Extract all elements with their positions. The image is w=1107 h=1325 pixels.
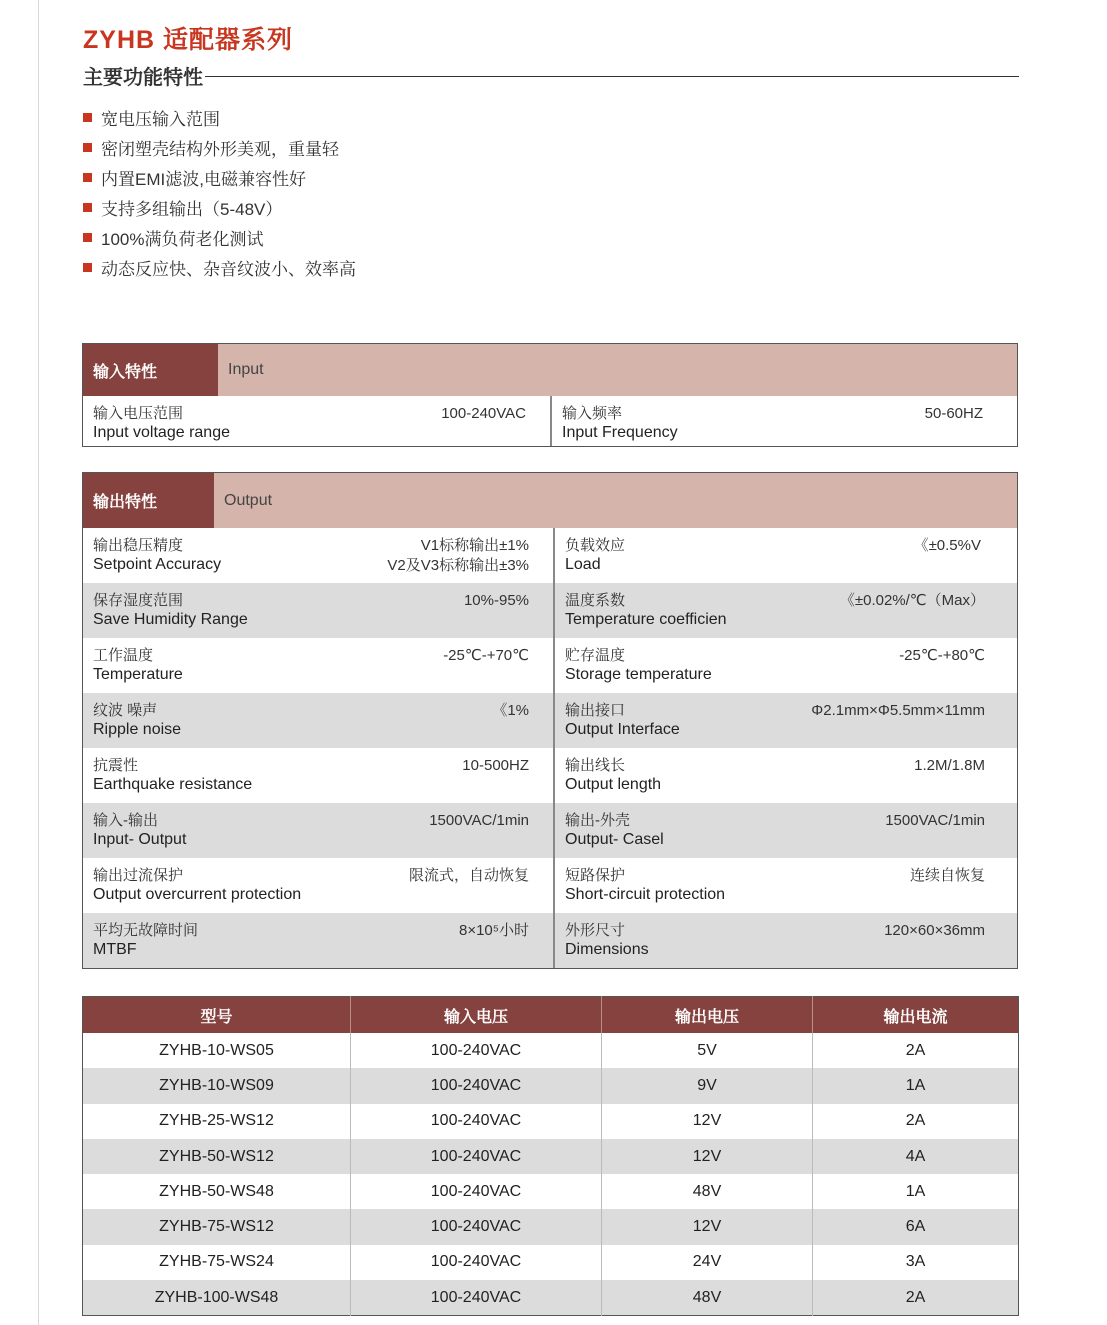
spec-value: 《1% <box>492 702 529 719</box>
spec-cell: 短路保护 Short-circuit protection 连续自恢复 <box>565 867 985 903</box>
feature-item: 动态反应快、杂音纹波小、效率高 <box>83 252 356 282</box>
spec-row <box>83 528 1017 583</box>
features-heading <box>83 61 1019 91</box>
table-header-row <box>83 997 1019 1034</box>
spec-value: 1500VAC/1min <box>429 812 529 829</box>
spec-value: 《±0.02%/℃（Max） <box>839 592 985 609</box>
spec-row <box>83 396 1017 446</box>
output-spec-section <box>82 472 1018 969</box>
input-section-title-cn: 输入特性 <box>83 344 218 396</box>
spec-value: V1标称输出±1% V2及V3标称输出±3% <box>387 537 529 574</box>
output-section-title-en: Output <box>224 491 273 509</box>
table-row: ZYHB-75-WS12 100-240VAC 12V 6A <box>83 1209 1019 1244</box>
table-row: ZYHB-100-WS48 100-240VAC 48V 2A <box>83 1280 1019 1316</box>
spec-cell: 输入电压范围 Input voltage range 100-240VAC <box>83 396 552 446</box>
table-row: ZYHB-25-WS12 100-240VAC 12V 2A <box>83 1104 1019 1139</box>
spec-value: 限流式，自动恢复 <box>408 867 529 884</box>
spec-value: 100-240VAC <box>441 405 526 422</box>
column-header-output-voltage: 输出电压 <box>602 997 813 1034</box>
input-section-title-en: Input <box>228 361 264 378</box>
spec-row <box>83 693 1017 748</box>
spec-row <box>83 583 1017 638</box>
square-bullet-icon <box>83 203 92 212</box>
square-bullet-icon <box>83 173 92 182</box>
output-section-title-cn: 输出特性 <box>83 473 214 528</box>
spec-cell: 输出稳压精度 Setpoint Accuracy V1标称输出±1% V2及V3标称输出±3% <box>83 528 555 583</box>
square-bullet-icon <box>83 263 92 272</box>
spec-cell: 输出过流保护 Output overcurrent protection 限流式，自动恢复 <box>83 858 555 913</box>
spec-value: 8×10⁵小时 <box>458 922 529 939</box>
input-section-header <box>83 344 1017 396</box>
spec-cell: 抗震性 Earthquake resistance 10-500HZ <box>83 748 555 803</box>
square-bullet-icon <box>83 113 92 122</box>
feature-item: 支持多组输出（5-48V） <box>83 192 356 222</box>
model-table <box>82 996 1019 1316</box>
spec-value: 连续自恢复 <box>909 867 985 884</box>
spec-cell: 贮存温度 Storage temperature -25℃-+80℃ <box>565 647 985 683</box>
spec-cell: 纹波 噪声 Ripple noise 《1% <box>83 693 555 748</box>
spec-value: 50-60HZ <box>924 405 983 422</box>
spec-cell: 输入-输出 Input- Output 1500VAC/1min <box>83 803 555 858</box>
spec-cell: 外形尺寸 Dimensions 120×60×36mm <box>565 922 985 958</box>
brand-title: ZYHB 适配器系列 <box>83 26 294 54</box>
column-header-model: 型号 <box>83 997 351 1034</box>
spec-cell: 输入频率 Input Frequency 50-60HZ <box>562 405 983 441</box>
spec-row <box>83 638 1017 693</box>
spec-cell: 工作温度 Temperature -25℃-+70℃ <box>83 638 555 693</box>
spec-cell: 温度系数 Temperature coefficien 《±0.02%/℃（Max） <box>565 592 985 628</box>
spec-cell: 输出-外壳 Output- Casel 1500VAC/1min <box>565 812 985 848</box>
spec-value: -25℃-+70℃ <box>443 647 529 664</box>
spec-value: 1.2M/1.8M <box>914 757 985 774</box>
spec-cell: 负载效应 Load 《±0.5%V <box>565 537 981 573</box>
spec-row <box>83 858 1017 913</box>
table-row: ZYHB-10-WS05 100-240VAC 5V 2A <box>83 1033 1019 1068</box>
square-bullet-icon <box>83 233 92 242</box>
page-left-rule <box>38 0 39 1325</box>
spec-value: -25℃-+80℃ <box>899 647 985 664</box>
square-bullet-icon <box>83 143 92 152</box>
spec-row <box>83 913 1017 968</box>
feature-item: 内置EMI滤波,电磁兼容性好 <box>83 162 356 192</box>
feature-item: 密闭塑壳结构外形美观，重量轻 <box>83 132 356 162</box>
spec-cell: 输出线长 Output length 1.2M/1.8M <box>565 757 985 793</box>
feature-item: 100%满负荷老化测试 <box>83 222 356 252</box>
spec-value: Φ2.1mm×Φ5.5mm×11mm <box>811 702 985 719</box>
table-row: ZYHB-75-WS24 100-240VAC 24V 3A <box>83 1245 1019 1280</box>
spec-value: 10-500HZ <box>462 757 529 774</box>
column-header-input-voltage: 输入电压 <box>351 997 602 1034</box>
features-title: 主要功能特性 <box>83 61 205 90</box>
spec-row <box>83 803 1017 858</box>
heading-rule <box>83 76 1019 77</box>
column-header-output-current: 输出电流 <box>813 997 1019 1034</box>
spec-cell: 输出接口 Output Interface Φ2.1mm×Φ5.5mm×11mm <box>565 702 985 738</box>
table-row: ZYHB-50-WS12 100-240VAC 12V 4A <box>83 1139 1019 1174</box>
table-row: ZYHB-50-WS48 100-240VAC 48V 1A <box>83 1174 1019 1209</box>
spec-value: 1500VAC/1min <box>885 812 985 829</box>
spec-cell: 平均无故障时间 MTBF 8×10⁵小时 <box>83 913 555 968</box>
table-row: ZYHB-10-WS09 100-240VAC 9V 1A <box>83 1068 1019 1103</box>
spec-cell: 保存湿度范围 Save Humidity Range 10%-95% <box>83 583 555 638</box>
input-spec-section <box>82 343 1018 447</box>
spec-value: 10%-95% <box>463 592 529 609</box>
feature-list <box>83 102 356 282</box>
spec-value: 120×60×36mm <box>884 922 985 939</box>
spec-value: 《±0.5%V <box>913 537 981 554</box>
output-section-header <box>83 473 1017 528</box>
spec-row <box>83 748 1017 803</box>
feature-item: 宽电压输入范围 <box>83 102 356 132</box>
